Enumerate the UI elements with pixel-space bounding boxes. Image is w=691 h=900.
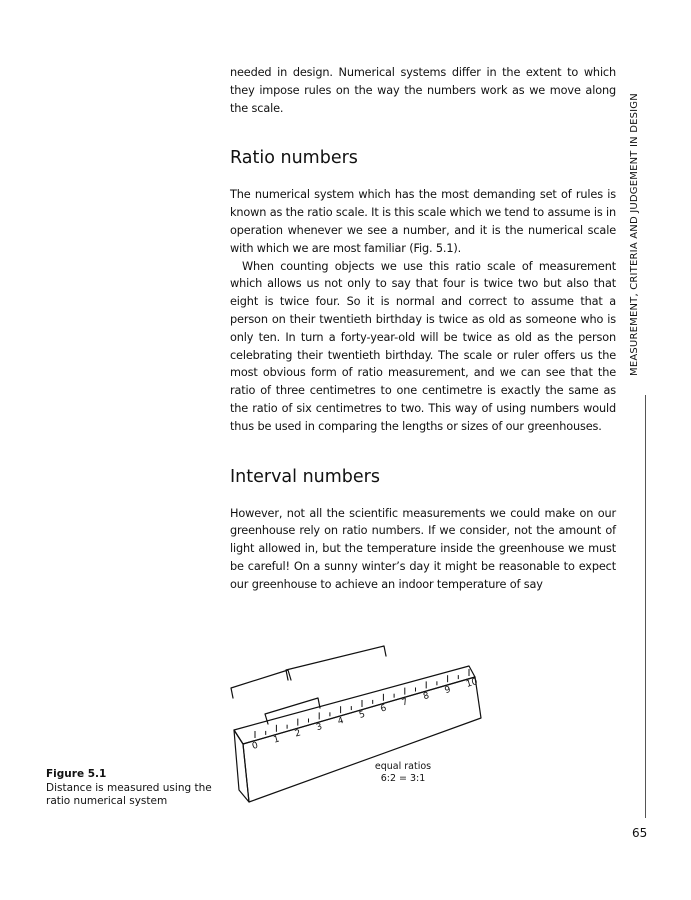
interval-paragraph-1: However, not all the scientific measurements we could make on our greenhouse rely on ratio numbers. If we consider, not the amount of light allowed in, but the temperature inside the greenhouse we must be careful! On a sunny winter’s day it might be reasonable to expect our greenhouse to achieve an indoor temperature of say: [230, 506, 616, 591]
heading-interval-numbers: Interval numbers: [230, 466, 380, 487]
annotation-line-1: equal ratios: [374, 761, 432, 772]
ruler-number-2: 2: [293, 728, 303, 740]
figure-annotation: [368, 761, 438, 784]
ruler-number-3: 3: [315, 722, 324, 734]
ruler-illustration: [225, 640, 495, 815]
ruler-end-face: [234, 730, 249, 802]
heading-ratio-numbers: Ratio numbers: [230, 148, 358, 169]
ruler-number-8: 8: [422, 691, 431, 703]
ruler-number-10: 10: [465, 677, 479, 690]
bracket-short-1: [265, 698, 320, 724]
ruler-number-0: 0: [251, 740, 260, 752]
ruler-number-6: 6: [379, 703, 388, 715]
intro-paragraph: needed in design. Numerical systems differ in the extent to which they impose rules on the way the numbers work as we move along the scale.: [230, 66, 616, 115]
ruler-number-9: 9: [443, 684, 452, 697]
running-title: MEASUREMENT, CRITERIA AND JUDGEMENT IN DESIGN: [629, 93, 640, 376]
figure-caption-text: Distance is measured using the ratio numerical system: [46, 781, 212, 807]
ruler-number-1: 1: [272, 734, 281, 746]
bracket-long-6: [286, 646, 386, 680]
ruler-number-4: 4: [336, 715, 345, 728]
bracket-short-2: [231, 670, 291, 698]
main-text-column: [230, 64, 616, 594]
ruler-number-7: 7: [400, 697, 410, 709]
page-number: 65: [632, 826, 648, 840]
ratio-paragraph-2: When counting objects we use this ratio scale of measurement which allows us not only to say that four is twice two but also that eight is twice four. So it is normal and correct to assume that a person on their twentieth birthday is twice as old as someone who is only ten. In turn a forty-year-old will be twice as old as the person celebrating their twentieth birthday. The scale or ruler offers us the most obvious form of ratio measurement, and we can see that the ratio of three centimetres to one centimetre is exactly the same as the ratio of six centimetres to two. This way of using numbers would thus be used in comparing the lengths or sizes of our greenhouses.: [230, 259, 616, 433]
annotation-line-2: 6:2 = 3:1: [380, 772, 426, 784]
figure-caption: [46, 768, 216, 809]
ruler-top-face: [234, 666, 475, 744]
sidebar-rule: [645, 395, 646, 818]
figure-label: Figure 5.1: [46, 768, 107, 780]
ruler-number-5: 5: [358, 709, 367, 721]
ratio-paragraph-1: The numerical system which has the most demanding set of rules is known as the ratio scale. It is this scale which we tend to assume is in operation whenever we see a number, and it is the numerical scale with which we are most familiar (Fig. 5.1).: [230, 188, 616, 255]
figure-ruler: [225, 640, 495, 815]
